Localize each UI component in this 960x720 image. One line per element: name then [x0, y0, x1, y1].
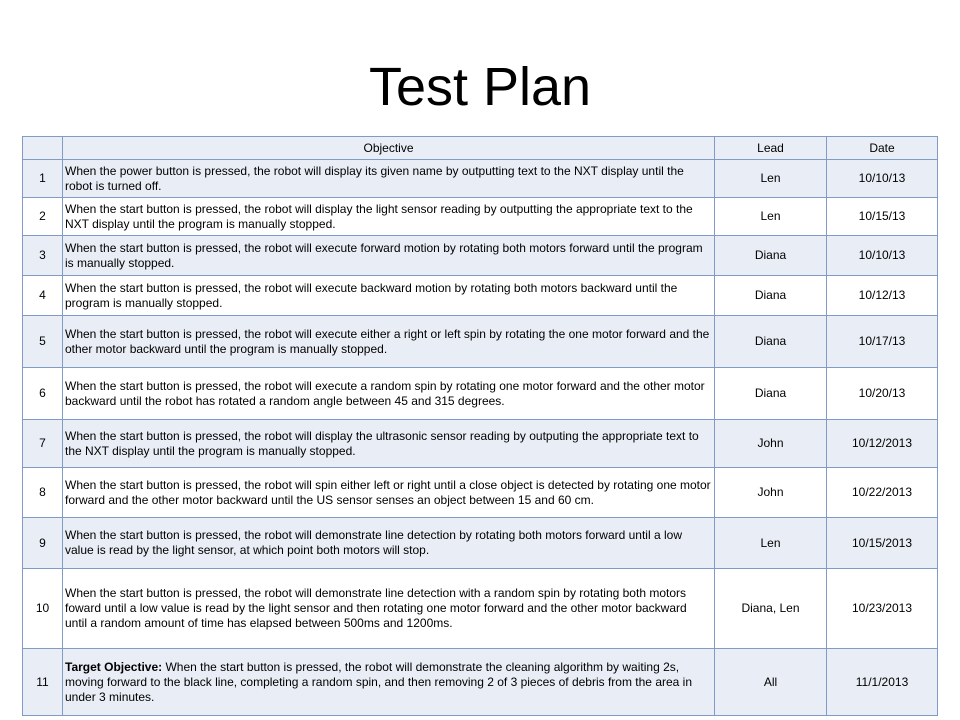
row-objective-text: When the power button is pressed, the robot will display its given name by outputting text to the NXT display until the robot is turned off.: [65, 163, 684, 193]
table-body: [23, 160, 938, 716]
row-objective-cell: [63, 316, 715, 368]
row-number: 2: [23, 198, 63, 236]
row-number: 10: [23, 569, 63, 649]
row-number: 11: [23, 649, 63, 716]
row-objective-cell: [63, 420, 715, 468]
table-row: [23, 569, 938, 649]
row-number: 8: [23, 468, 63, 518]
header-number: [23, 137, 63, 160]
row-date: 11/1/2013: [827, 649, 938, 716]
row-date: 10/15/13: [827, 198, 938, 236]
row-lead: Diana: [715, 316, 827, 368]
row-date: 10/17/13: [827, 316, 938, 368]
row-date: 10/10/13: [827, 160, 938, 198]
table-row: [23, 160, 938, 198]
row-lead: Diana: [715, 276, 827, 316]
row-lead: All: [715, 649, 827, 716]
row-lead: Len: [715, 518, 827, 569]
row-number: 9: [23, 518, 63, 569]
row-number: 7: [23, 420, 63, 468]
row-number: 1: [23, 160, 63, 198]
table-row: [23, 468, 938, 518]
row-date: 10/23/2013: [827, 569, 938, 649]
row-lead: Diana, Len: [715, 569, 827, 649]
table-header-row: [23, 137, 938, 160]
header-date: Date: [827, 137, 938, 160]
row-date: 10/10/13: [827, 236, 938, 276]
table-row: [23, 236, 938, 276]
row-objective-cell: [63, 160, 715, 198]
row-lead: Len: [715, 160, 827, 198]
header-objective: Objective: [63, 137, 715, 160]
row-objective-text: When the start button is pressed, the robot will execute forward motion by rotating both motors forward until the program is manually stopped.: [65, 240, 703, 270]
row-lead: John: [715, 468, 827, 518]
table-row: [23, 649, 938, 716]
row-number: 3: [23, 236, 63, 276]
header-lead: Lead: [715, 137, 827, 160]
table-row: [23, 316, 938, 368]
row-number: 5: [23, 316, 63, 368]
table-row: [23, 518, 938, 569]
table-row: [23, 420, 938, 468]
row-objective-text: When the start button is pressed, the robot will demonstrate line detection with a random spin by rotating both motors foward until a low value is read by the light sensor and then rotating one motor forward and the other motor backward until a random amount of time has elapsed between 500ms and 1200ms.: [65, 586, 687, 630]
table-row: [23, 198, 938, 236]
row-lead: Diana: [715, 236, 827, 276]
row-objective-cell: [63, 368, 715, 420]
row-objective-cell: [63, 518, 715, 569]
row-objective-text: When the start button is pressed, the robot will display the ultrasonic sensor reading by outputing the appropriate text to the NXT display until the program is manually stopped.: [65, 428, 699, 458]
row-number: 4: [23, 276, 63, 316]
row-objective-text: When the start button is pressed, the robot will demonstrate the cleaning algorithm by waiting 2s, moving forward to the black line, completing a random spin, and then removing 2 of 3 pieces of debris from the area in under 3 minutes.: [65, 659, 693, 704]
row-objective-text: When the start button is pressed, the robot will execute a random spin by rotating one motor forward and the other motor backward until the robot has rotated a random angle between 45 and 315 degrees.: [65, 378, 705, 408]
row-objective-cell: [63, 198, 715, 236]
row-lead: Diana: [715, 368, 827, 420]
row-objective-cell: [63, 649, 715, 716]
row-objective-text: When the start button is pressed, the robot will execute backward motion by rotating both motors backward until the program is manually stopped.: [65, 280, 678, 310]
row-date: 10/22/2013: [827, 468, 938, 518]
table-row: [23, 368, 938, 420]
row-date: 10/20/13: [827, 368, 938, 420]
page-title: Test Plan: [368, 57, 592, 117]
row-number: 6: [23, 368, 63, 420]
row-lead: John: [715, 420, 827, 468]
row-objective-text: When the start button is pressed, the robot will demonstrate line detection by rotating both motors forward until a low value is read by the light sensor, at which point both motors will stop.: [65, 528, 682, 557]
row-objective-cell: [63, 569, 715, 649]
row-objective-text: When the start button is pressed, the robot will spin either left or right until a close object is detected by rotating one motor forward and the other motor backward until the US sensor senses an object between 15 and 60 cm.: [65, 477, 711, 507]
row-objective-text: When the start button is pressed, the robot will display the light sensor reading by outputting the appropriate text to the NXT display until the program is manually stopped.: [65, 201, 693, 231]
row-date: 10/15/2013: [827, 518, 938, 569]
row-objective-cell: [63, 236, 715, 276]
target-objective-label: Target Objective:: [65, 659, 163, 674]
row-objective-cell: [63, 276, 715, 316]
test-plan-table: [22, 136, 938, 716]
row-date: 10/12/2013: [827, 420, 938, 468]
row-objective-text: When the start button is pressed, the robot will execute either a right or left spin by rotating the one motor forward and the other motor backward until the program is manually stopped.: [65, 326, 710, 356]
table-row: [23, 276, 938, 316]
row-date: 10/12/13: [827, 276, 938, 316]
row-objective-cell: [63, 468, 715, 518]
row-lead: Len: [715, 198, 827, 236]
